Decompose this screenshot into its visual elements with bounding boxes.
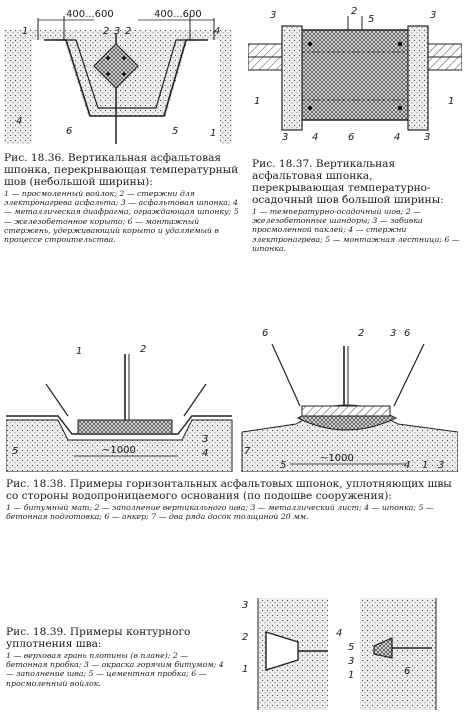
fig36-dim-left: 400...600: [66, 9, 114, 20]
fig39-label: 6: [404, 666, 411, 677]
fig37-label: 4: [312, 132, 319, 142]
fig38-caption-title: Рис. 18.38. Примеры горизонтальных асфальтовых шпонок, уплотняющих швы со стороны водопроницаемого основания (по подошве сооружения):: [6, 478, 452, 502]
fig36-caption: [4, 152, 240, 244]
fig38-label: 3: [438, 460, 445, 471]
fig37-label: 3: [282, 132, 289, 142]
fig36-label: 3: [114, 26, 121, 37]
figure-18-36: [4, 4, 232, 144]
fig39-label: 3: [348, 656, 355, 667]
figure-18-38: [6, 324, 458, 472]
fig38-label: 2: [358, 328, 365, 339]
fig38-dim-right: ~1000: [320, 453, 354, 464]
fig37-label: 1: [254, 96, 261, 107]
fig37-label: 6: [348, 132, 355, 142]
figure-18-39: [236, 594, 458, 710]
fig37-label: 3: [424, 132, 431, 142]
fig39-label: 1: [348, 670, 355, 681]
fig36-label: 4: [16, 116, 23, 127]
fig36-label: 2: [125, 26, 132, 37]
fig39-legend: 1 — верховая грань плотины (в плане); 2 — бетонная пробка; 3 — окраска горячим битумом; 4 — заполнение шва; 5 — цементная пробка; 6 — просмоленный войлок.: [6, 651, 224, 688]
fig38-label: 4: [202, 448, 209, 459]
figure-18-37: [248, 4, 462, 142]
fig38-label: 5: [12, 446, 19, 457]
fig36-label: 6: [66, 126, 73, 137]
fig38-label: 2: [140, 344, 147, 355]
fig36-label: 5: [172, 126, 179, 137]
fig36-label: 2: [103, 26, 110, 37]
fig38-label: 3: [390, 328, 397, 339]
fig39-label: 3: [242, 600, 249, 611]
fig38-dim-left: ~1000: [102, 445, 136, 456]
fig38-label: 5: [280, 460, 287, 471]
fig39-caption: [6, 626, 226, 688]
fig37-label: 1: [448, 96, 455, 107]
fig38-label: 4: [404, 460, 411, 471]
fig37-label: 5: [368, 14, 375, 25]
fig38-label: 7: [244, 446, 251, 457]
fig36-caption-title: Рис. 18.36. Вертикальная асфальтовая шпонка, перекрывающая температурный шов (небольшой ширины):: [4, 152, 239, 188]
fig36-label: 4: [214, 26, 221, 37]
fig37-caption-title: Рис. 18.37. Вертикальная асфальтовая шпонка, перекрывающая температурно-осадочный шов большой ширины:: [252, 158, 444, 206]
fig37-caption: [252, 158, 460, 253]
fig38-label: 6: [262, 328, 269, 339]
fig36-legend: 1 — просмоленный войлок; 2 — стержни для электронагрева асфальта; 3 — асфальтовая шпонка; 4 — металлическая диафрагма, ограждающая шпонку; 5 — железобетонное корыто; 6 — монтажный стержень, удерживающий корыто и удаляемый в процессе строительства.: [4, 189, 239, 245]
fig39-caption-title: Рис. 18.39. Примеры контурного уплотнения шва:: [6, 626, 191, 650]
fig39-label: 1: [242, 664, 249, 675]
fig39-label: 2: [242, 632, 249, 643]
fig37-label: 2: [351, 6, 358, 17]
fig38-label: 3: [202, 434, 209, 445]
fig37-label: 3: [270, 10, 277, 21]
fig38-label: 1: [76, 346, 83, 357]
fig38-legend: 1 — битумный мат; 2 — заполнение вертикального шва; 3 — металлический лист; 4 — шпонка; 5 — бетонная подготовка; 6 — анкер; 7 — два ряда досок толщиной 20 мм.: [6, 503, 434, 522]
fig39-label: 5: [348, 642, 355, 653]
fig39-label: 4: [336, 628, 343, 639]
fig37-label: 4: [394, 132, 401, 142]
fig36-dim-right: 400...600: [154, 9, 202, 20]
fig38-label: 6: [404, 328, 411, 339]
fig38-caption: [6, 478, 458, 521]
fig37-label: 3: [430, 10, 437, 21]
fig36-label: 1: [22, 26, 29, 37]
fig38-label: 1: [422, 460, 429, 471]
fig36-label: 1: [210, 128, 217, 139]
fig37-legend: 1 — температурно-осадочный шов; 2 — железобетонные шандоры; 3 — забивка просмоленной паклей; 4 — стержни электронагрева; 5 — монтажная лестница; 6 — шпонка.: [252, 207, 460, 253]
